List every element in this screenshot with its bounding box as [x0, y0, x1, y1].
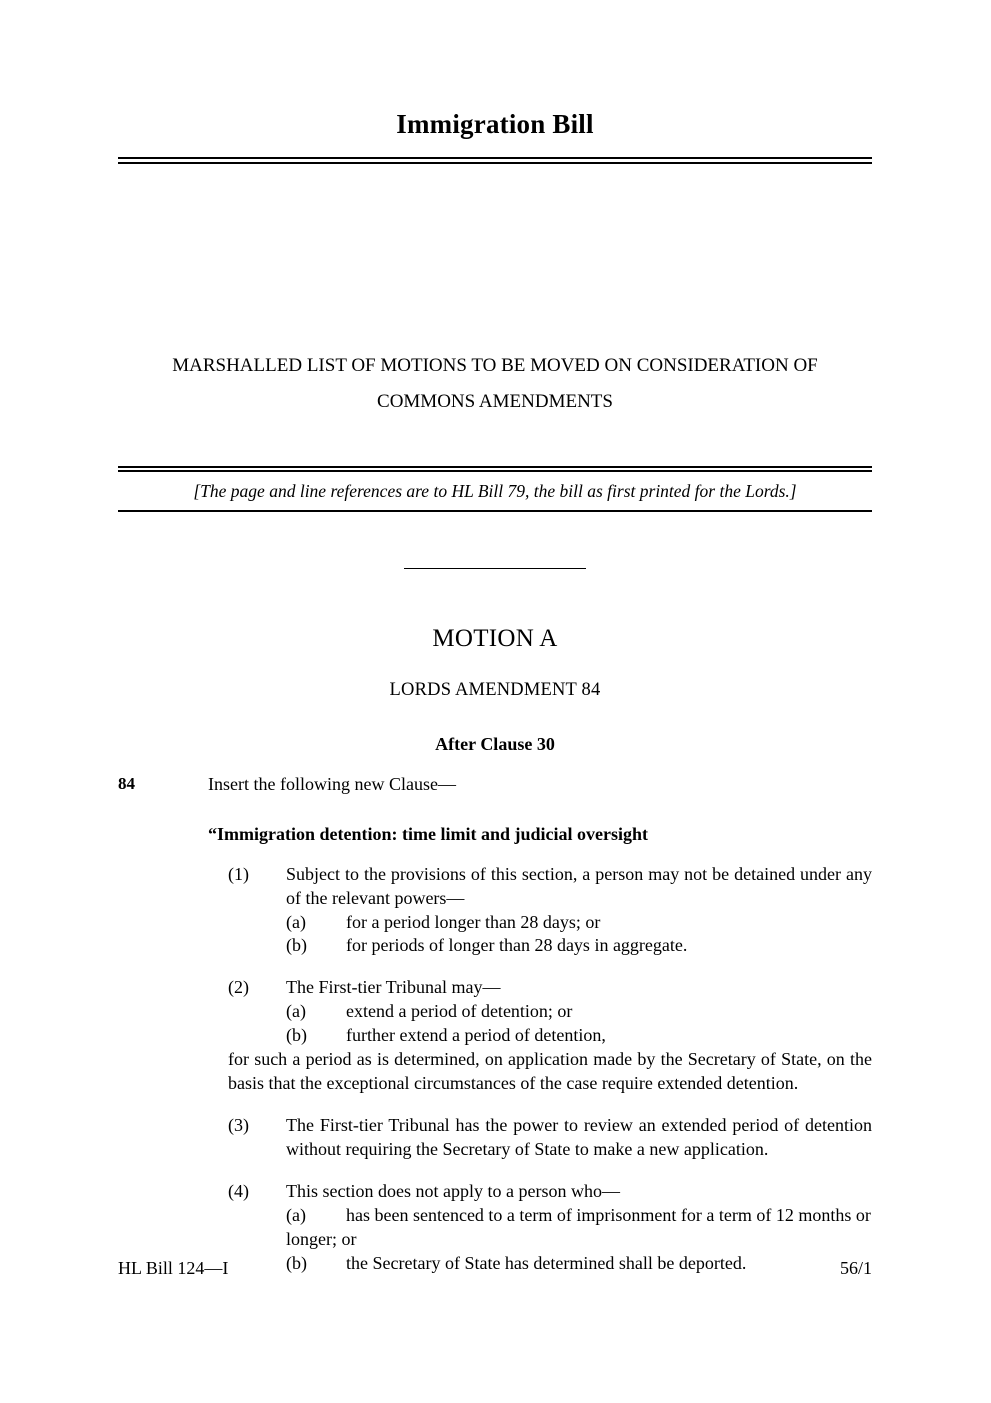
list-item-text: the Secretary of State has determined shall be deported.: [346, 1252, 747, 1273]
list-item-label: (b): [286, 1252, 307, 1273]
subsection: [228, 845, 872, 959]
marshalled-list-heading-line-1: MARSHALLED LIST OF MOTIONS TO BE MOVED ON CONSIDERATION OF: [172, 355, 818, 377]
list-item-label: (b): [286, 1025, 307, 1046]
list-item-label: (a): [286, 911, 306, 932]
motion-title: MOTION A: [432, 624, 558, 652]
list-item-label: (b): [286, 935, 307, 956]
reference-note: [The page and line references are to HL Bill 79, the bill as first printed for the Lords.]: [193, 480, 797, 501]
list-item-text: extend a period of detention; or: [346, 1001, 573, 1022]
lords-amendment-title: LORDS AMENDMENT 84: [389, 679, 601, 700]
list-item-text: for periods of longer than 28 days in aggregate.: [346, 935, 688, 956]
page-footer: [118, 1258, 872, 1279]
subsection-text: This section does not apply to a person who—: [286, 1180, 620, 1201]
page-content: [118, 0, 872, 1276]
subsection-tail-text: for such a period as is determined, on application made by the Secretary of State, on the basis that the exceptional circumstances of the case require extended detention.: [228, 1049, 872, 1094]
list-item: [286, 1000, 872, 1024]
subsection-items: [228, 1000, 872, 1048]
marshalled-list-heading: [118, 164, 872, 418]
marshalled-list-heading-line-2: COMMONS AMENDMENTS: [377, 390, 613, 412]
subsection-list: [118, 845, 872, 1276]
subsection-items: [228, 911, 872, 959]
list-item-text: further extend a period of detention,: [346, 1025, 606, 1046]
list-item: [286, 1204, 872, 1252]
list-item: [286, 911, 872, 935]
subsection-number: (3): [228, 1115, 249, 1136]
list-item-label: (a): [286, 1001, 306, 1022]
amendment-number: 84: [118, 773, 135, 793]
subsection-number: (2): [228, 977, 249, 998]
subsection: [228, 958, 872, 1096]
reference-note-block: [118, 466, 872, 512]
list-item: [286, 934, 872, 958]
clause-heading: After Clause 30: [435, 733, 555, 754]
subsection-number: (4): [228, 1180, 249, 1201]
section-divider-wrap: [118, 512, 872, 569]
list-item-text: for a period longer than 28 days; or: [346, 911, 601, 932]
new-clause-title: “Immigration detention: time limit and judicial oversight: [208, 823, 648, 844]
subsection-text: The First-tier Tribunal has the power to review an extended period of detention without requiring the Secretary of State to make a new application.: [286, 1115, 872, 1160]
subsection-number: (1): [228, 863, 249, 884]
amendment-instruction: Insert the following new Clause—: [208, 773, 456, 794]
page-title: Immigration Bill: [396, 109, 594, 139]
subsection-text: The First-tier Tribunal may—: [286, 977, 501, 998]
list-item-label: (a): [286, 1204, 306, 1225]
bill-reference: HL Bill 124—I: [118, 1258, 229, 1278]
amendment-instruction-row: [118, 755, 872, 795]
page-number: 56/1: [839, 1258, 872, 1278]
subsection: [228, 1096, 872, 1162]
title-double-rule: [118, 157, 872, 164]
subsection-text: Subject to the provisions of this section, a person may not be detained under any of the relevant powers—: [286, 863, 872, 908]
list-item: [286, 1024, 872, 1048]
list-item-text: has been sentenced to a term of imprisonment for a term of 12 months or longer; or: [286, 1204, 871, 1249]
